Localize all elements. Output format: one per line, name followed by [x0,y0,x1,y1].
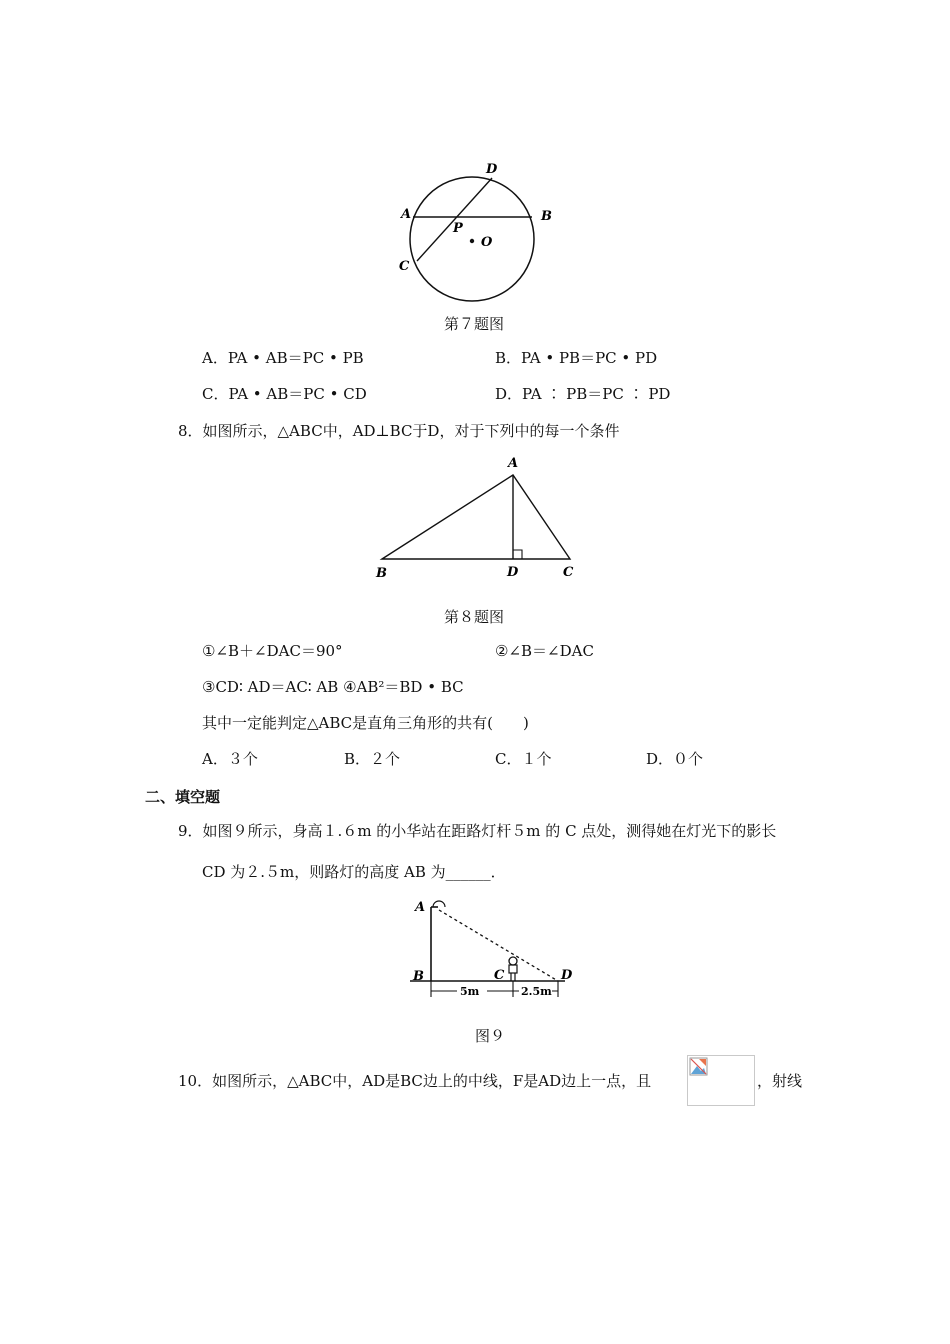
q7-option-d: D．PA ∶ PB＝PC ∶ PD [495,385,671,403]
q8-question: 其中一定能判定△ABC是直角三角形的共有( ) [202,714,529,732]
lamp-head [433,901,445,907]
label-d: D [507,565,519,580]
figure-8-triangle [370,452,585,584]
dim-label-cd: 2.5m [521,985,552,998]
triangle-abc [382,475,570,559]
figure-7-caption: 第７题图 [444,315,505,333]
q7-option-b: B．PA • PB＝PC • PD [495,349,658,367]
q8-stem: 8．如图所示，△ABC中，AD⊥BC于D，对于下列中的每一个条件 [178,422,620,440]
label-c: C [494,968,505,983]
q10-text-after: ，射线 [757,1072,803,1090]
label-c: C [399,259,410,274]
center-dot [470,239,474,243]
label-p: P [453,221,463,236]
q7-option-a: A．PA • AB＝PC • PB [202,349,364,367]
label-a: A [415,900,426,915]
figure-9-lamp [405,893,580,1003]
section-2-title: 二、填空题 [145,788,221,806]
broken-image-icon [689,1057,709,1077]
q8-condition-2: ②∠B＝∠DAC [495,642,594,660]
label-d: D [561,968,573,983]
label-d: D [486,162,498,177]
label-a: A [508,456,519,471]
q9-line-1: 9．如图９所示，身高１.６m 的小华站在距路灯杆５m 的 C 点处，测得她在灯光下的影长 [178,822,777,840]
q8-option-b: B．２个 [344,750,401,768]
label-b: B [413,969,424,984]
broken-image-placeholder [687,1055,755,1106]
q9-line-2: CD 为２.５m，则路灯的高度 AB 为______． [202,863,506,881]
q7-option-c: C．PA • AB＝PC • CD [202,385,367,403]
label-b: B [541,209,552,224]
label-b: B [376,566,387,581]
figure-9-caption: 图９ [475,1027,506,1045]
q8-option-a: A．３个 [202,750,258,768]
person-head [509,957,517,965]
figure-7-circle [395,158,565,308]
q10-text-before: 10．如图所示，△ABC中，AD是BC边上的中线，F是AD边上一点，且 [178,1072,652,1090]
label-a: A [401,207,412,222]
figure-8-caption: 第８题图 [444,608,505,626]
label-c: C [563,565,574,580]
q8-condition-1: ①∠B＋∠DAC＝90° [202,642,343,660]
label-o: O [481,235,493,250]
person-body [509,965,517,973]
q8-condition-3-4: ③CD∶ AD＝AC∶ AB ④AB²＝BD • BC [202,678,464,696]
q8-option-c: C．１个 [495,750,552,768]
dim-label-bc: 5m [460,985,480,998]
right-angle-mark [513,550,522,559]
q8-option-d: D．０个 [646,750,704,768]
